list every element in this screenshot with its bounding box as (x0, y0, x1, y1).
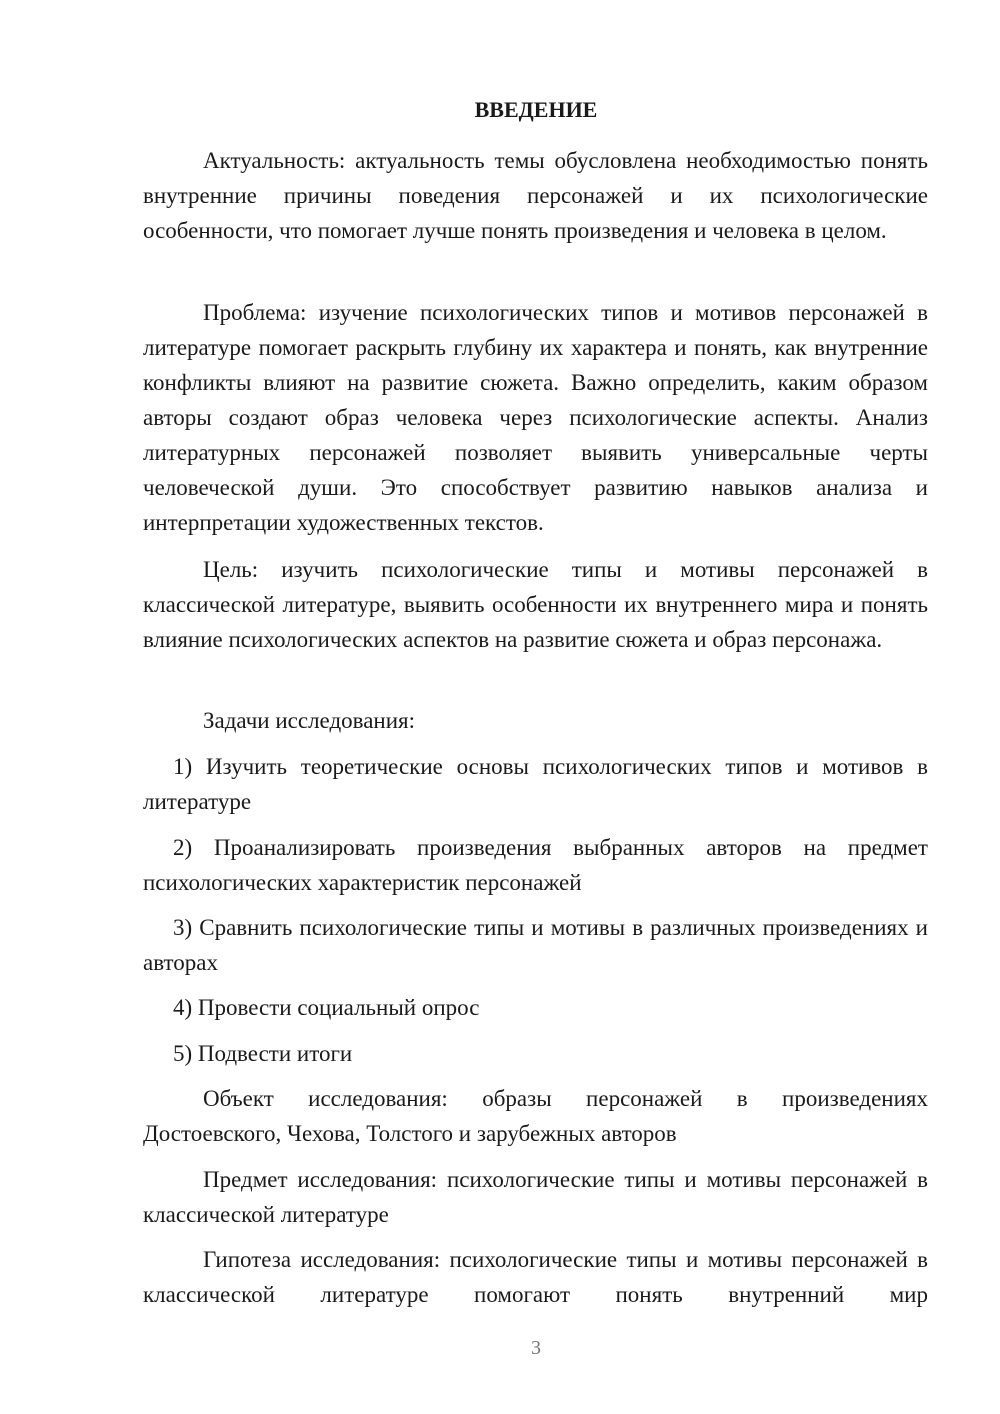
tasks-title: Задачи исследования: (203, 708, 416, 733)
task-item: 3) Сравнить психологические типы и мотивы в различных произведениях и авторах (143, 915, 928, 975)
paragraph-hypothesis: Гипотеза исследования: психологические типы и мотивы персонажей в классической литературе помогают понять внутренний мир (143, 1247, 928, 1307)
paragraph-relevance: Актуальность: актуальность темы обусловлена необходимостью понять внутренние причины поведения персонажей и их психологические особенности, что помогает лучше понять произведения и человека в целом. (143, 148, 928, 243)
task-item: 4) Провести социальный опрос (173, 995, 480, 1020)
task-item: 1) Изучить теоретические основы психологических типов и мотивов в литературе (143, 754, 928, 814)
paragraph-object: Объект исследования: образы персонажей в произведениях Достоевского, Чехова, Толстого и зарубежных авторов (143, 1086, 928, 1146)
task-item: 2) Проанализировать произведения выбранных авторов на предмет психологических характеристик персонажей (143, 835, 928, 895)
paragraph-problem: Проблема: изучение психологических типов и мотивов персонажей в литературе помогает раскрыть глубину их характера и понять, как внутренние конфликты влияют на развитие сюжета. Важно определить, каким образом авторы создают образ человека через психологические аспекты. Анализ литературных персонажей позволяет выявить универсальные черты человеческой души. Это способствует развитию навыков анализа и интерпретации художественных текстов. (143, 300, 928, 535)
task-item: 5) Подвести итоги (173, 1041, 353, 1066)
paragraph-subject: Предмет исследования: психологические типы и мотивы персонажей в классической литературе (143, 1167, 928, 1227)
page-number: 3 (531, 1337, 541, 1359)
paragraph-goal: Цель: изучить психологические типы и мотивы персонажей в классической литературе, выявить особенности их внутреннего мира и понять влияние психологических аспектов на развитие сюжета и образ персонажа. (143, 557, 928, 652)
section-heading: ВВЕДЕНИЕ (474, 97, 598, 122)
